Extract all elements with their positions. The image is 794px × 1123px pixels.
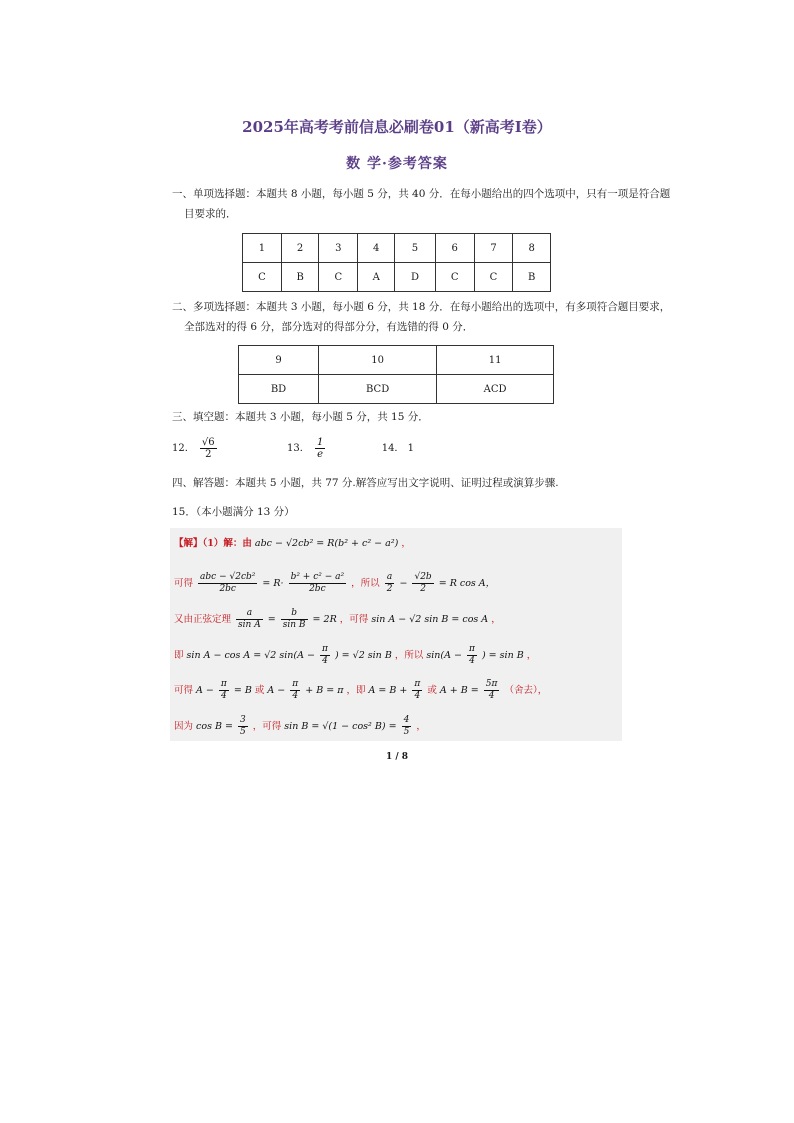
table-cell: 6 (435, 234, 474, 263)
section1-heading-line1: 一、单项选择题：本题共 8 小题，每小题 5 分，共 40 分．在每小题给出的四个选项中，只有一项是符合题 (172, 188, 671, 200)
table-cell: BCD (319, 375, 437, 404)
q12-denominator: 2 (205, 449, 212, 460)
table-cell: B (281, 263, 319, 292)
table-cell: 11 (437, 346, 554, 375)
section1-heading (172, 184, 670, 224)
q13-answer (315, 437, 325, 460)
q12-label: 12． (172, 443, 195, 454)
solution-line-5: 可得 A − $\frac{\pi}{4}$ = B 或 A − $\frac{\pi}{4}$ + B = π ，即 A = B + $\frac{\pi}{4}$ 或 A + B = $\frac{5\pi}{4}$ （舍去）， (174, 679, 548, 701)
solution-line-3: 又由正弦定理 $\frac{a}{\text{sin A}}$ = $\frac{b}{\text{sin B}}$ = 2R ，可得 sin A − √2 sin B = cos A ， (174, 608, 501, 630)
solution-line-1: 【解】（1）解：由 abc − √2cb² = R(b² + c² − a²) ， (174, 538, 411, 549)
page-number: 1 / 8 (385, 752, 409, 762)
section2-heading-line2: 全部选对的得 6 分，部分选对的得部分分，有选错的得 0 分． (184, 321, 474, 333)
table-cell: C (435, 263, 474, 292)
fill-blank-answers (172, 437, 414, 460)
document-title: 2025年高考考前信息必刷卷01（新高考Ⅰ卷） (242, 118, 552, 136)
solution-box (170, 528, 622, 741)
table-cell: C (319, 263, 358, 292)
table-cell: BD (239, 375, 319, 404)
table-cell: 1 (243, 234, 282, 263)
table-row-answers (239, 375, 554, 404)
q13-numerator: 1 (316, 437, 324, 448)
q15-label: 15．（本小题满分 13 分） (172, 506, 295, 518)
table-cell: C (474, 263, 513, 292)
table-cell: 2 (281, 234, 319, 263)
table-row-answers (243, 263, 551, 292)
document-subtitle: 数 学·参考答案 (346, 156, 448, 172)
q14-label: 14． (381, 443, 405, 454)
q12-answer (200, 437, 217, 460)
section1-heading-line2: 目要求的． (184, 208, 237, 220)
table-cell: C (243, 263, 282, 292)
table-cell: 7 (474, 234, 513, 263)
table-cell: D (395, 263, 436, 292)
single-choice-answer-table (242, 233, 551, 292)
solution-line-6: 因为 cos B = $\frac{3}{5}$ ，可得 sin B = √(1 − cos² B) = $\frac{4}{5}$ ， (174, 715, 426, 737)
q13-denominator: e (317, 449, 324, 460)
table-cell: 3 (319, 234, 358, 263)
table-cell: ACD (437, 375, 554, 404)
table-cell: A (358, 263, 395, 292)
solution-line-2: 可得 $\frac{\text{abc − √2cb²}}{2bc}$ = R· $\frac{\text{b² + c² − a²}}{2bc}$ ，所以 $\frac{a}{2}$ − $\frac{√2b}{2}$ = R cos A， (174, 572, 496, 594)
table-cell: B (513, 263, 551, 292)
section2-heading-line1: 二、多项选择题：本题共 3 小题，每小题 6 分，共 18 分．在每小题给出的选项中，有多项符合题目要求， (172, 301, 671, 313)
table-row-numbers (243, 234, 551, 263)
table-row-numbers (239, 346, 554, 375)
section3-heading: 三、填空题：本题共 3 小题，每小题 5 分，共 15 分． (172, 411, 429, 423)
table-cell: 9 (239, 346, 319, 375)
table-cell: 5 (395, 234, 436, 263)
section2-heading (172, 297, 670, 337)
q13-label: 13． (287, 443, 310, 454)
table-cell: 10 (319, 346, 437, 375)
q14-answer: 1 (407, 443, 414, 454)
table-cell: 4 (358, 234, 395, 263)
table-cell: 8 (513, 234, 551, 263)
solution-line-4: 即 sin A − cos A = √2 sin(A − $\frac{\pi}{4}$ ) = √2 sin B ，所以 sin(A − $\frac{\pi}{4}$ ) = sin B ， (174, 644, 537, 666)
multi-choice-answer-table (238, 345, 554, 404)
q12-numerator: √6 (201, 437, 215, 448)
section4-heading: 四、解答题：本题共 5 小题，共 77 分.解答应写出文字说明、证明过程或演算步骤. (172, 477, 559, 489)
